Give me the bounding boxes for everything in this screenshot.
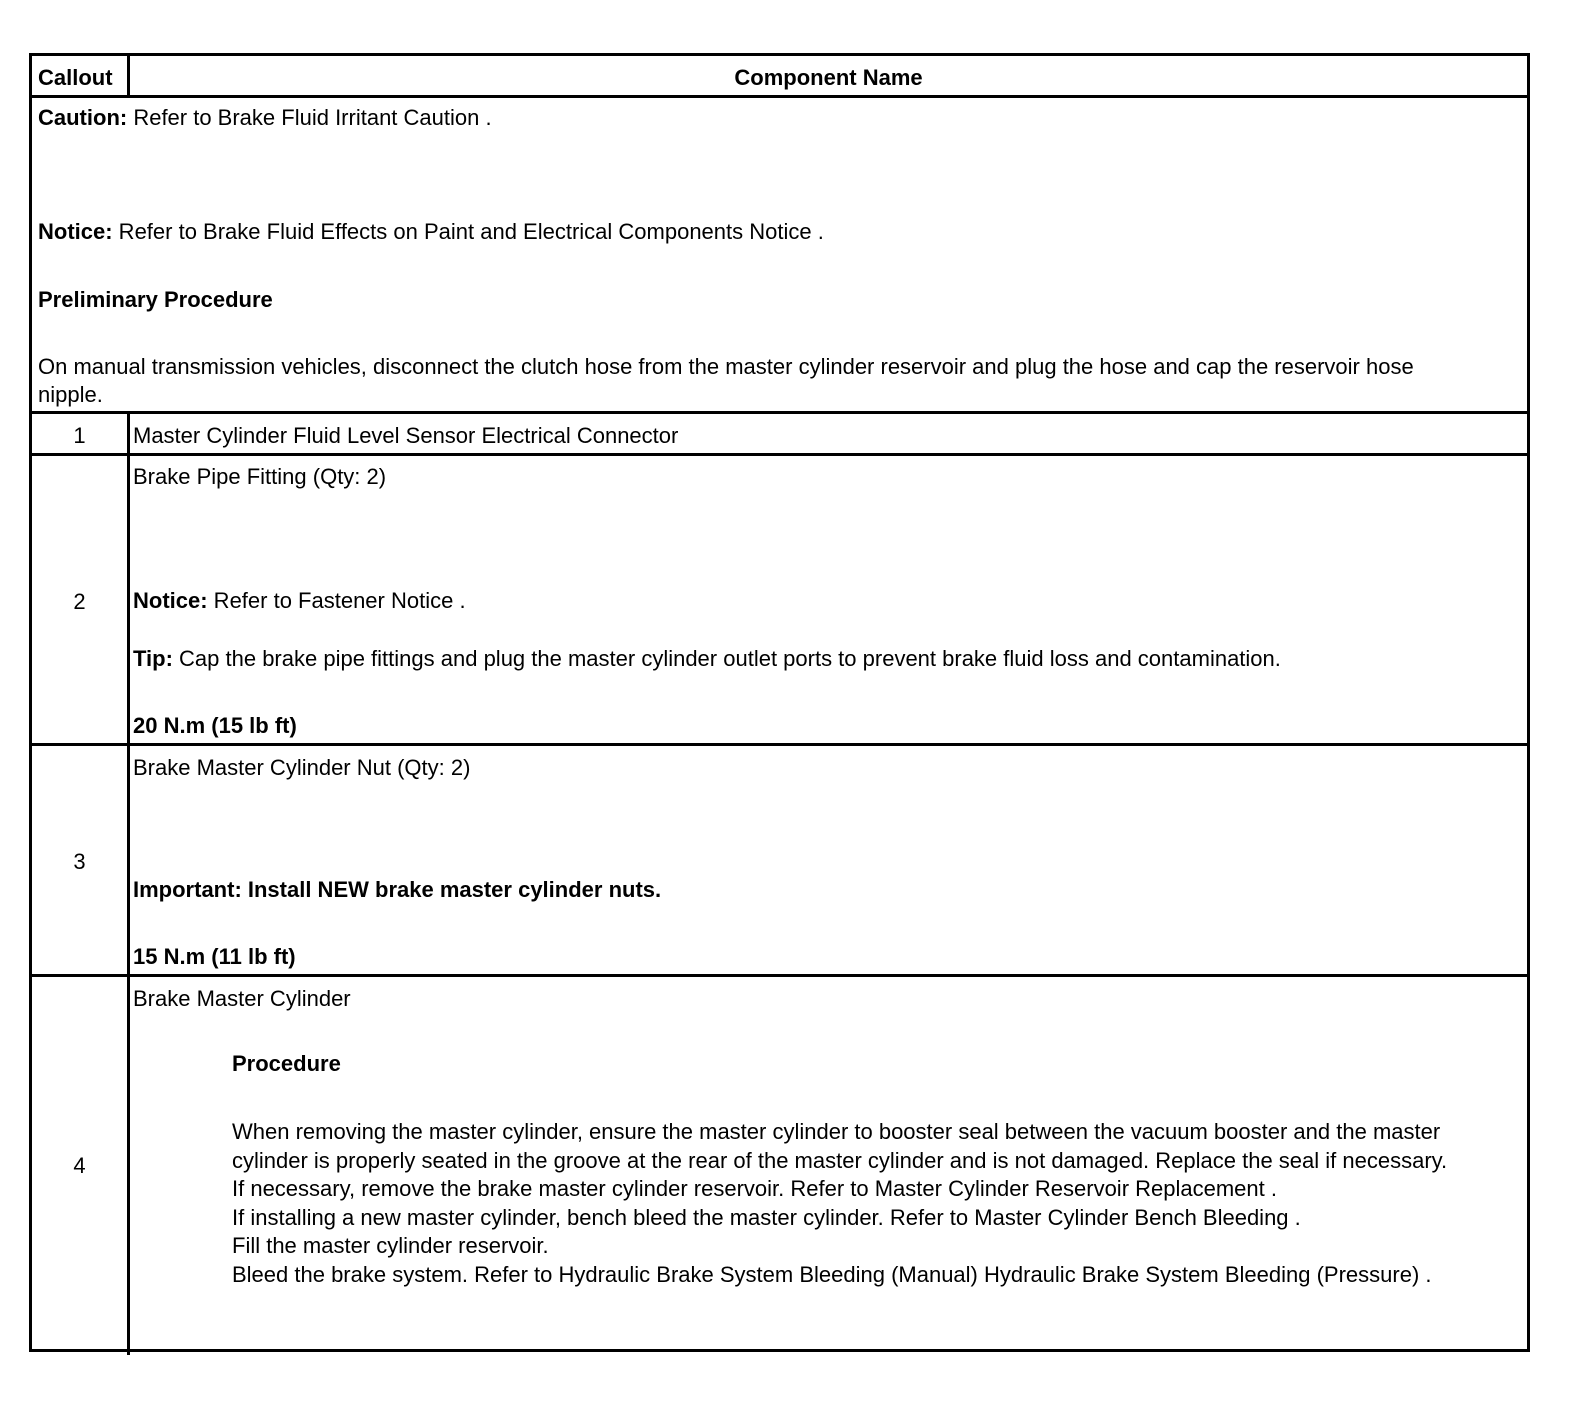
- row-divider: [32, 974, 1527, 977]
- preliminary-text: On manual transmission vehicles, disconnect the clutch hose from the master cylinder reservoir and plug the hose and cap the reservoir hose nipple.: [38, 354, 1414, 407]
- important-text: Important: Install NEW brake master cylinder nuts.: [133, 877, 662, 902]
- header-component-name: Component Name: [734, 65, 923, 90]
- procedure-step: Bleed the brake system. Refer to Hydraulic Brake System Bleeding (Manual) Hydraulic Brake System Bleeding (Pressure) .: [232, 1261, 1432, 1287]
- preliminary-heading: Preliminary Procedure: [38, 287, 273, 312]
- component-name: Brake Pipe Fitting (Qty: 2): [133, 464, 387, 489]
- header-callout: Callout: [38, 65, 113, 90]
- torque-spec: 15 N.m (11 lb ft): [133, 944, 296, 969]
- torque-spec: 20 N.m (15 lb ft): [133, 713, 297, 738]
- procedure-heading: Procedure: [232, 1051, 341, 1076]
- notice-text: Notice: Refer to Brake Fluid Effects on Paint and Electrical Components Notice .: [38, 219, 824, 244]
- procedure-step: Fill the master cylinder reservoir.: [232, 1233, 549, 1258]
- caution-text: Caution: Refer to Brake Fluid Irritant Caution .: [38, 105, 492, 130]
- callout-number: 2: [73, 589, 86, 614]
- notice-text: Notice: Refer to Fastener Notice .: [133, 588, 466, 613]
- component-table: [29, 53, 1530, 1352]
- row-divider: [32, 743, 1527, 746]
- row-divider: [32, 95, 1527, 98]
- tip-text: Tip: Cap the brake pipe fittings and plug the master cylinder outlet ports to prevent brake fluid loss and contamination.: [133, 646, 1281, 671]
- procedure-step: If installing a new master cylinder, bench bleed the master cylinder. Refer to Master Cylinder Bench Bleeding .: [232, 1204, 1301, 1230]
- procedure-steps: [232, 1118, 1522, 1289]
- row-divider: [32, 453, 1527, 456]
- callout-number: 4: [73, 1153, 86, 1178]
- procedure-step: When removing the master cylinder, ensure the master cylinder to booster seal between the vacuum booster and the master cylinder is properly seated in the groove at the rear of the master cylinder and is not damaged. Replace the seal if necessary.: [232, 1119, 1448, 1173]
- component-name: Master Cylinder Fluid Level Sensor Electrical Connector: [133, 423, 679, 448]
- callout-number: 3: [73, 849, 86, 874]
- procedure-step: If necessary, remove the brake master cylinder reservoir. Refer to Master Cylinder Reservoir Replacement .: [232, 1176, 1277, 1201]
- component-name: Brake Master Cylinder Nut (Qty: 2): [133, 755, 471, 780]
- column-divider: [127, 411, 130, 1355]
- component-name: Brake Master Cylinder: [133, 986, 351, 1011]
- callout-number: 1: [73, 423, 86, 448]
- row-divider: [32, 411, 1527, 414]
